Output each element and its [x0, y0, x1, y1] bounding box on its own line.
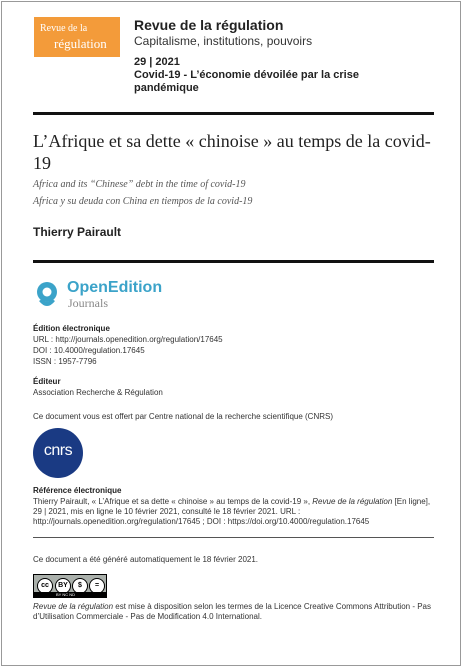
publisher-heading: Éditeur [33, 377, 61, 386]
offered-by: Ce document vous est offert par Centre national de la recherche scientifique (CNRS) [33, 412, 334, 421]
page-frame [1, 1, 461, 666]
divider-bottom [33, 537, 434, 538]
license-body: est mise à disposition selon les termes de la Licence Creative Commons Attribution - Pas d’Utilisation Commerciale - Pas de Modification 4.0 International. [33, 602, 431, 621]
publisher-name: Association Recherche & Régulation [33, 388, 163, 397]
openedition-icon [33, 281, 61, 309]
cnrs-logo-text: cnrs [43, 442, 73, 459]
reference-part2: [En ligne], 29 | 2021, mis en ligne le 10 février 2021, consulté le 18 février 2021. URL : http://journals.openedition.org/regulation/17645 ; DOI : https://doi.org/10.4000/regulation.17645 [33, 497, 431, 526]
journal-title: Revue de la régulation [134, 17, 284, 33]
cc-bar [34, 592, 106, 597]
edition-url[interactable]: URL : http://journals.openedition.org/regulation/17645 [33, 335, 223, 344]
reference-journal: Revue de la régulation [312, 497, 393, 506]
cc-bar-label: BY NC ND [56, 592, 76, 597]
reference-part1: Thierry Pairault, « L’Afrique et sa dette « chinoise » au temps de la covid-19 », [33, 497, 313, 506]
edition-issn: ISSN : 1957-7796 [33, 357, 97, 366]
edition-heading: Édition électronique [33, 324, 110, 333]
article-author: Thierry Pairault [33, 225, 122, 239]
reference-text [33, 497, 433, 527]
generated-note: Ce document a été généré automatiquement le 18 février 2021. [33, 555, 259, 564]
divider-top [33, 112, 434, 115]
cc-icon: cc [37, 578, 53, 594]
nd-icon: = [89, 578, 105, 594]
license-journal: Revue de la régulation [33, 602, 114, 611]
divider-middle [33, 260, 434, 263]
by-icon: BY [55, 578, 71, 594]
article-title-es: Africa y su deuda con China en tiempos de la covid-19 [33, 196, 253, 207]
nc-icon: $ [72, 578, 88, 594]
issue-number: 29 | 2021 [134, 56, 180, 68]
issue-title: Covid-19 - L’économie dévoilée par la crise pandémique [134, 69, 359, 94]
article-title: L’Afrique et sa dette « chinoise » au temps de la covid-19 [33, 131, 431, 173]
journal-logo [34, 17, 120, 57]
openedition-name: OpenEdition [67, 279, 163, 296]
logo-line1: Revue de la [40, 23, 88, 34]
journal-subtitle: Capitalisme, institutions, pouvoirs [134, 34, 313, 48]
reference-heading: Référence électronique [33, 486, 122, 495]
license-text [33, 602, 433, 622]
cc-license-badge[interactable] [33, 574, 107, 598]
article-title-en: Africa and its “Chinese” debt in the time of covid-19 [33, 179, 246, 190]
cnrs-logo [33, 428, 83, 478]
edition-doi[interactable]: DOI : 10.4000/regulation.17645 [33, 346, 145, 355]
logo-line2: régulation [54, 36, 107, 51]
openedition-sub: Journals [68, 296, 108, 310]
